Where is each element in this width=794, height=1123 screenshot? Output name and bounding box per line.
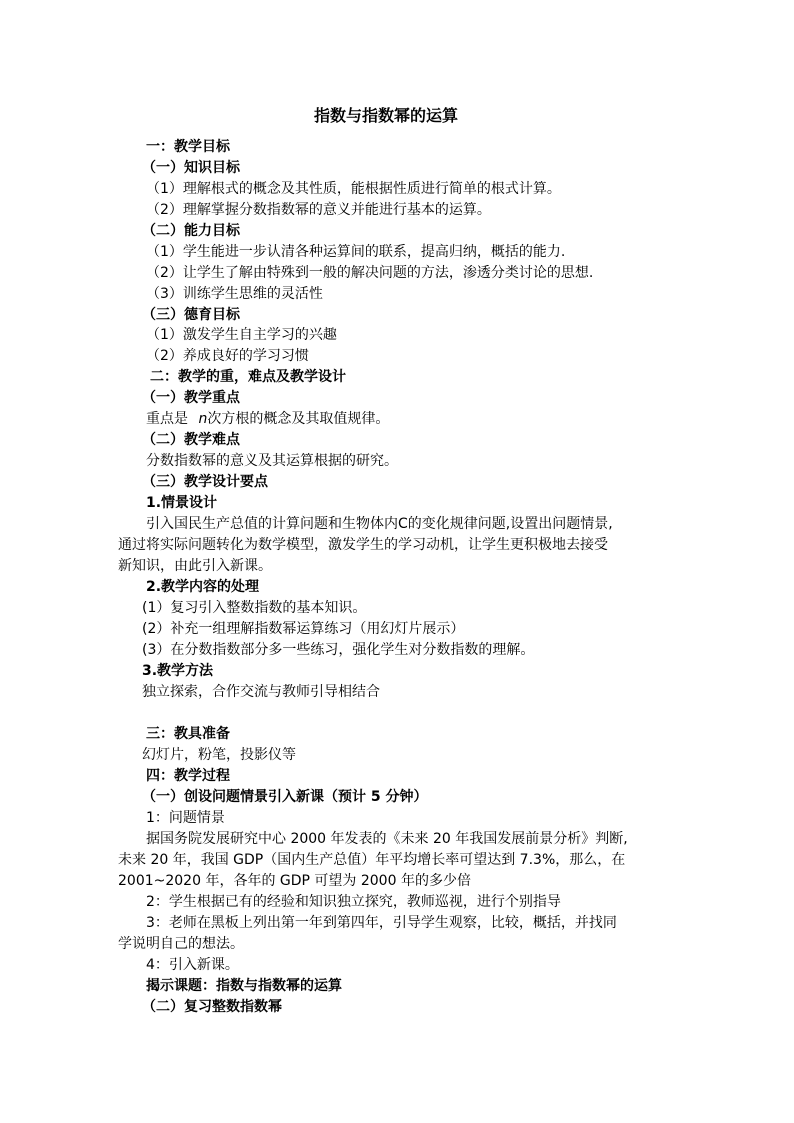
paragraph: 幻灯片，粉笔，投影仪等 bbox=[142, 747, 296, 763]
paragraph: (3）在分数指数部分多一些练习，强化学生对分数指数的理解。 bbox=[142, 642, 535, 658]
subsection-design-points: （三）教学设计要点 bbox=[142, 474, 268, 490]
item-heading: 3.教学方法 bbox=[142, 663, 214, 679]
subsection-review: （二）复习整数指数幂 bbox=[142, 999, 282, 1015]
paragraph: (2）补充一组理解指数幂运算练习（用幻灯片展示） bbox=[142, 621, 465, 637]
doc-title: 指数与指数幂的运算 bbox=[314, 106, 459, 125]
paragraph: 通过将实际问题转化为数学模型，激发学生的学习动机，让学生更积极地去接受 bbox=[118, 537, 608, 553]
paragraph: 学说明自己的想法。 bbox=[118, 936, 244, 952]
math-variable-n: n bbox=[198, 411, 208, 427]
paragraph: 3：老师在黑板上列出第一年到第四年，引导学生观察，比较，概括，并找同 bbox=[146, 915, 617, 931]
paragraph: 未来 20 年，我国 GDP（国内生产总值）年平均增长率可望达到 7.3%，那么，在 bbox=[118, 852, 626, 868]
text: 重点是 bbox=[146, 411, 188, 427]
paragraph: （1）理解根式的概念及其性质，能根据性质进行简单的根式计算。 bbox=[146, 181, 561, 197]
paragraph: 引入国民生产总值的计算问题和生物体内C的变化规律问题,设置出问题情景, bbox=[146, 516, 613, 532]
subsection-introduction: （一）创设问题情景引入新课（预计 5 分钟） bbox=[142, 789, 428, 805]
subsection-key-point: （一）教学重点 bbox=[142, 390, 240, 406]
paragraph: （1）激发学生自主学习的兴趣 bbox=[146, 327, 337, 343]
subsection-ability: （二）能力目标 bbox=[142, 223, 240, 239]
paragraph: 独立探索，合作交流与教师引导相结合 bbox=[142, 684, 380, 700]
paragraph: 新知识，由此引入新课。 bbox=[118, 558, 272, 574]
paragraph: (1）复习引入整数指数的基本知识。 bbox=[142, 600, 367, 616]
item-heading: 1.情景设计 bbox=[146, 495, 218, 511]
paragraph: （2）养成良好的学习习惯 bbox=[146, 348, 309, 364]
paragraph: 分数指数幂的意义及其运算根据的研究。 bbox=[146, 453, 398, 469]
section-4-heading: 四：教学过程 bbox=[146, 768, 230, 784]
paragraph bbox=[146, 409, 389, 429]
paragraph: 4：引入新课。 bbox=[146, 957, 239, 973]
paragraph: 1：问题情景 bbox=[146, 810, 225, 826]
section-1-heading: 一：教学目标 bbox=[146, 139, 230, 155]
paragraph: （1）学生能进一步认清各种运算间的联系，提高归纳，概括的能力. bbox=[146, 244, 566, 260]
section-3-heading: 三：教具准备 bbox=[146, 726, 230, 742]
paragraph: 2：学生根据已有的经验和知识独立探究，教师巡视，进行个别指导 bbox=[146, 894, 561, 910]
paragraph: （2）理解掌握分数指数幂的意义并能进行基本的运算。 bbox=[146, 202, 491, 218]
subsection-moral: （三）德育目标 bbox=[142, 307, 240, 323]
subsection-difficulty: （二）教学难点 bbox=[142, 432, 240, 448]
paragraph: 2001~2020 年，各年的 GDP 可望为 2000 年的多少倍 bbox=[118, 873, 471, 889]
paragraph: （3）训练学生思维的灵活性 bbox=[146, 286, 323, 302]
section-2-heading: 二：教学的重，难点及教学设计 bbox=[150, 369, 346, 385]
lesson-topic: 揭示课题：指数与指数幂的运算 bbox=[146, 978, 342, 994]
item-heading: 2.教学内容的处理 bbox=[146, 579, 260, 595]
text: 次方根的概念及其取值规律。 bbox=[207, 411, 390, 427]
subsection-knowledge: （一）知识目标 bbox=[142, 160, 240, 176]
paragraph: 据国务院发展研究中心 2000 年发表的《未来 20 年我国发展前景分析》判断, bbox=[146, 831, 628, 847]
paragraph: （2）让学生了解由特殊到一般的解决问题的方法，渗透分类讨论的思想. bbox=[146, 265, 594, 281]
